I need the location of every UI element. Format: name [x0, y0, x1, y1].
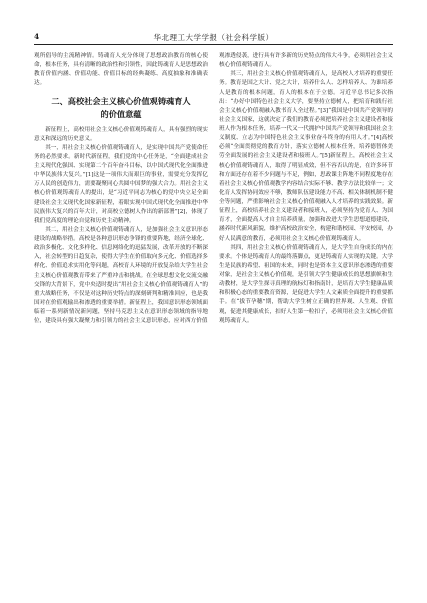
body-paragraph: 新征程上，高校用社会主义核心价值观铸魂育人，具有强烈的现实意义和深远的历史意义。	[34, 126, 208, 142]
section-heading-line: 二、高校社会主义核心价值观铸魂育人	[51, 95, 191, 106]
body-paragraph: 其三，用社会主义核心价值观铸魂育人，是高校人才培养的重要任务。教育是国之大计、党之大计，培养什么人、怎样培养人、为谁培养人是教育的根本问题，育人的根本在于立德。习近平总书记多次指出：“办好中国特色社会主义大学，要坚持立德树人，把培育和践行社会主义核心价值观融入教书育人全过程。”[3]“我国是中国共产党领导的社会主义国家，这就决定了我们的教育必须把培养社会主义建设者和接班人作为根本任务，培养一代又一代拥护中国共产党领导和我国社会主义制度、立志为中国特色社会主义事业奋斗终身的有用人才。”[4]高校必须“全面贯彻党的教育方针，落实立德树人根本任务，培养德智体美劳全面发展的社会主义建设者和接班人。”[5]新征程上，高校社会主义核心价值观铸魂育人，取得了明显成效，但不容否认的是，在许多环节和方面还存在着不少问题与不足，例如，思政课主阵地不同程度地存在着社会主义核心价值观教学内容结合实际不够、教学方法比较单一；文化育人发挥协同效应不够，教师队伍建设能力不高、相关体制机制不健全等问题，严重影响社会主义核心价值观融入人才培养的实践效果。新征程上，高校培养社会主义建设者和接班人，必须坚持为党育人、为国育才，全面提高人才自主培养质量，加强和改进大学生思想道德建设，涵养时代新风新貌，维护高校政治安全，构建和谐校园、平安校园，办好人民满意的教育，必须用社会主义核心价值观铸魂育人。	[219, 71, 393, 242]
left-column	[34, 52, 208, 326]
intro-paragraph: 观所倡导的主流精神情。铸魂育人充分体现了思想政治教育的核心使命，根本任务，具有清晰的政治性和引领性，因此铸魂育人是思想政治教育价值内涵、价值功能、价值目标的经典凝练、高度抽象和准确表达。	[34, 53, 208, 87]
body-paragraph: 其二，用社会主义核心价值观铸魂育人，是加强社会主义意识形态建设的战略举措。高校是各种意识形态争锋的重要阵地，经济全球化、政治多极化、文化多样化、信息网络化的迅猛发展，改革开放的不断深入，社会转型的日趋复杂，使得大学生在价值取向多元化、价值选择多样化、价值追求实用化等问题，高校育人环境的开放复杂给大学生社会主义核心价值观教育带来了严重冲击和挑战。在全球思想文化交流交融交锋的大背景下，党中央适时提出“用社会主义核心价值观铸魂育人”的重大战略任务，不仅是对这种历史特点的深刻研判和精准回应，也是我国对在价值观输出和渗透的重要举措。新征程上，我国意识形态领域面临着一系列新情况新问题，坚持马克思主义在意识形态领域的指导地位，建设具有强大凝聚力和引领力的社会主义意识形态，应对西方价值	[34, 226, 208, 325]
journal-title: 华北理工大学学报（社会科学版）	[153, 33, 274, 42]
body-paragraph: 其四，用社会主义核心价值观铸魂育人，是大学生自身成长的内在要求。个体是铸魂育人的最终落脚点，更是铸魂育人实现的关键。大学生是民族的希望、祖国的未来，同时也是资本主义意识形态渗透的重要对象，是社会主义核心价值观，是引领大学生健康成长的思想旗帜和生动教材，是大学生探寻真理的航标灯和指南针，是培育大学生健康品质和积极心态的重要教育资源，是促进大学生人文素质全面提升的重要抓手。在“拔节孕穗”期，帮助大学生树立正确的世界观、人生观、价值观，促进其健康成长，扣好人生第一粒扣子，必须用社会主义核心价值观铸魂育人。	[219, 244, 393, 324]
section-heading-line: 的价值意蕴	[100, 108, 142, 119]
page-header	[34, 30, 393, 45]
body-paragraph: 观渗透侵袭，进行具有许多新的历史特点的伟大斗争，必须用社会主义核心价值观铸魂育人。	[219, 53, 393, 69]
section-heading	[34, 95, 208, 121]
page-number: 4	[34, 32, 40, 41]
right-column	[219, 52, 393, 326]
body-paragraph: 其一，用社会主义核心价值观铸魂育人，是实现中国共产党使命任务的必然要求。新时代新征程，我们党的中心任务是，“全面建成社会主义现代化强国、实现第二个百年奋斗目标，以中国式现代化全面推进中华民族伟大复兴。”[1]这是一项伟大而艰巨的事业，需要充分发挥亿万人民的创造伟力，需要凝聚同心共圆中国梦的强大合力。用社会主义核心价值观铸魂育人的提出，是“习近平同志为核心的党中央立足全面建设社会主义现代化国家新征程，着眼实现中国式现代化全面推进中华民族伟大复兴的百年大计，对高校立德树人作出的新部署”[2]，体现了我们党高度的理论自觉和历史主动精神。	[34, 144, 208, 224]
